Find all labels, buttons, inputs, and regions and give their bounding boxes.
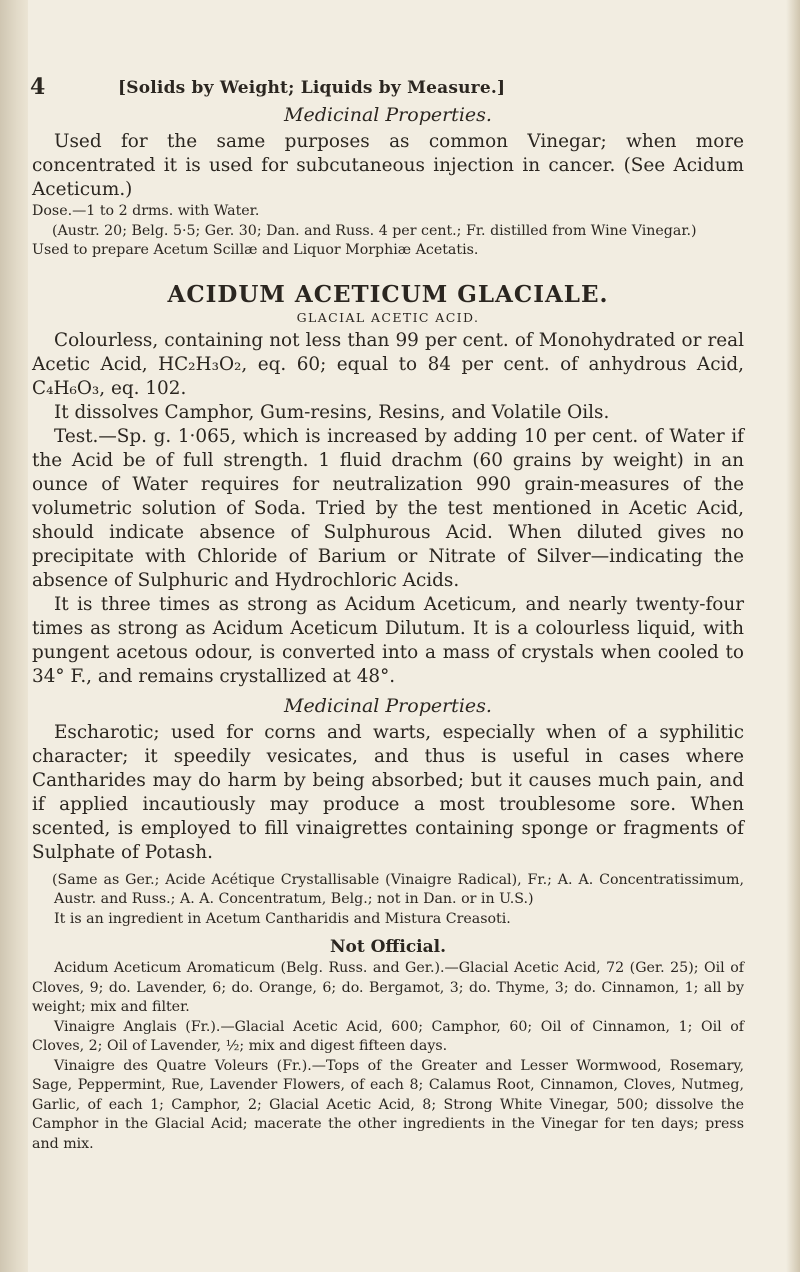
used-to-prepare: Used to prepare Acetum Scillæ and Liquor Morphiæ Acetatis. <box>32 242 479 258</box>
section-heading: Medicinal Properties. <box>284 104 492 126</box>
not-official-heading: Not Official. <box>329 937 447 957</box>
page-content <box>32 104 744 1154</box>
page-edge <box>786 0 800 1272</box>
page-number: 4 <box>30 74 46 100</box>
strengths-note: (Austr. 20; Belg. 5·5; Ger. 30; Dan. and Russ. 4 per cent.; Fr. distilled from Wine Vinegar.) <box>52 222 697 239</box>
not-official-item: Vinaigre des Quatre Voleurs (Fr.).—Tops of the Greater and Lesser Wormwood, Rosemary, Sage, Peppermint, Rue, Lavender Flowers, of each 8; Calamus Root, Cinnamon, Cloves, Nutmeg, Garlic, of each 1; Camphor, 2; Glacial Acetic Acid, 8; Strong White Vinegar, 500; dissolve the Camphor in the Glacial Acid; macerate the other ingredients in the Vinegar for ten days; press and mix. <box>32 1057 744 1152</box>
not-official-item: Acidum Aceticum Aromaticum (Belg. Russ. and Ger.).—Glacial Acetic Acid, 72 (Ger. 25); Oil of Cloves, 9; do. Lavender, 6; do. Orange, 6; do. Bergamot, 3; do. Thyme, 3; do. Cinnamon, 1; all by weight; mix and filter. <box>32 960 744 1015</box>
article-subtitle: GLACIAL ACETIC ACID. <box>296 309 480 325</box>
ingredient-note: It is an ingredient in Acetum Cantharidis and Mistura Creasoti. <box>54 910 511 927</box>
article-title: ACIDUM ACETICUM GLACIALE. <box>167 280 609 308</box>
medicinal-properties-text: Used for the same purposes as common Vinegar; when more concentrated it is used for subcutaneous injection in cancer. (See Acidum Aceticum.) <box>32 131 744 200</box>
escharotic-paragraph: Escharotic; used for corns and warts, especially when of a syphilitic character; it speedily vesicates, and thus is useful in cases where Cantharides may do harm by being absorbed; but it causes much pain, and if applied incautiously may produce a most troublesome sore. When scented, is employed to fill vinaigrettes containing sponge or fragments of Sulphate of Potash. <box>32 721 744 863</box>
strength-paragraph: It is three times as strong as Acidum Aceticum, and nearly twenty-four times as strong as Acidum Aceticum Dilutum. It is a colourless liquid, with pungent acetous odour, is converted into a mass of crystals when cooled to 34° F., and remains crystallized at 48°. <box>32 593 744 687</box>
dose-line: Dose.—1 to 2 drms. with Water. <box>32 203 260 219</box>
section-heading-2: Medicinal Properties. <box>284 694 492 717</box>
header-title: [Solids by Weight; Liquids by Measure.] <box>118 78 506 98</box>
synonyms-note: (Same as Ger.; Acide Acétique Crystallisable (Vinaigre Radical), Fr.; A. A. Concentratissimum, Austr. and Russ.; A. A. Concentratum, Belg.; not in Dan. or in U.S.) <box>52 871 744 907</box>
not-official-item: Vinaigre Anglais (Fr.).—Glacial Acetic Acid, 600; Camphor, 60; Oil of Cinnamon, 1; Oil of Cloves, 2; Oil of Lavender, ½; mix and digest fifteen days. <box>32 1018 744 1054</box>
description-paragraph: Colourless, containing not less than 99 per cent. of Monohydrated or real Acetic Acid, HC₂H₃O₂, eq. 60; equal to 84 per cent. of anhydrous Acid, C₄H₆O₃, eq. 102. <box>32 329 744 399</box>
running-head <box>0 74 800 100</box>
solubility-paragraph: It dissolves Camphor, Gum-resins, Resins, and Volatile Oils. <box>54 401 610 423</box>
test-paragraph: Test.—Sp. g. 1·065, which is increased by adding 10 per cent. of Water if the Acid be of full strength. 1 fluid drachm (60 grains by weight) in an ounce of Water requires for neutralization 990 grain-measures of the volumetric solution of Soda. Tried by the test mentioned in Acetic Acid, should indicate absence of Sulphurous Acid. When diluted gives no precipitate with Chloride of Barium or Nitrate of Silver—indicating the absence of Sulphuric and Hydrochloric Acids. <box>32 425 744 591</box>
book-binding <box>0 0 28 1272</box>
